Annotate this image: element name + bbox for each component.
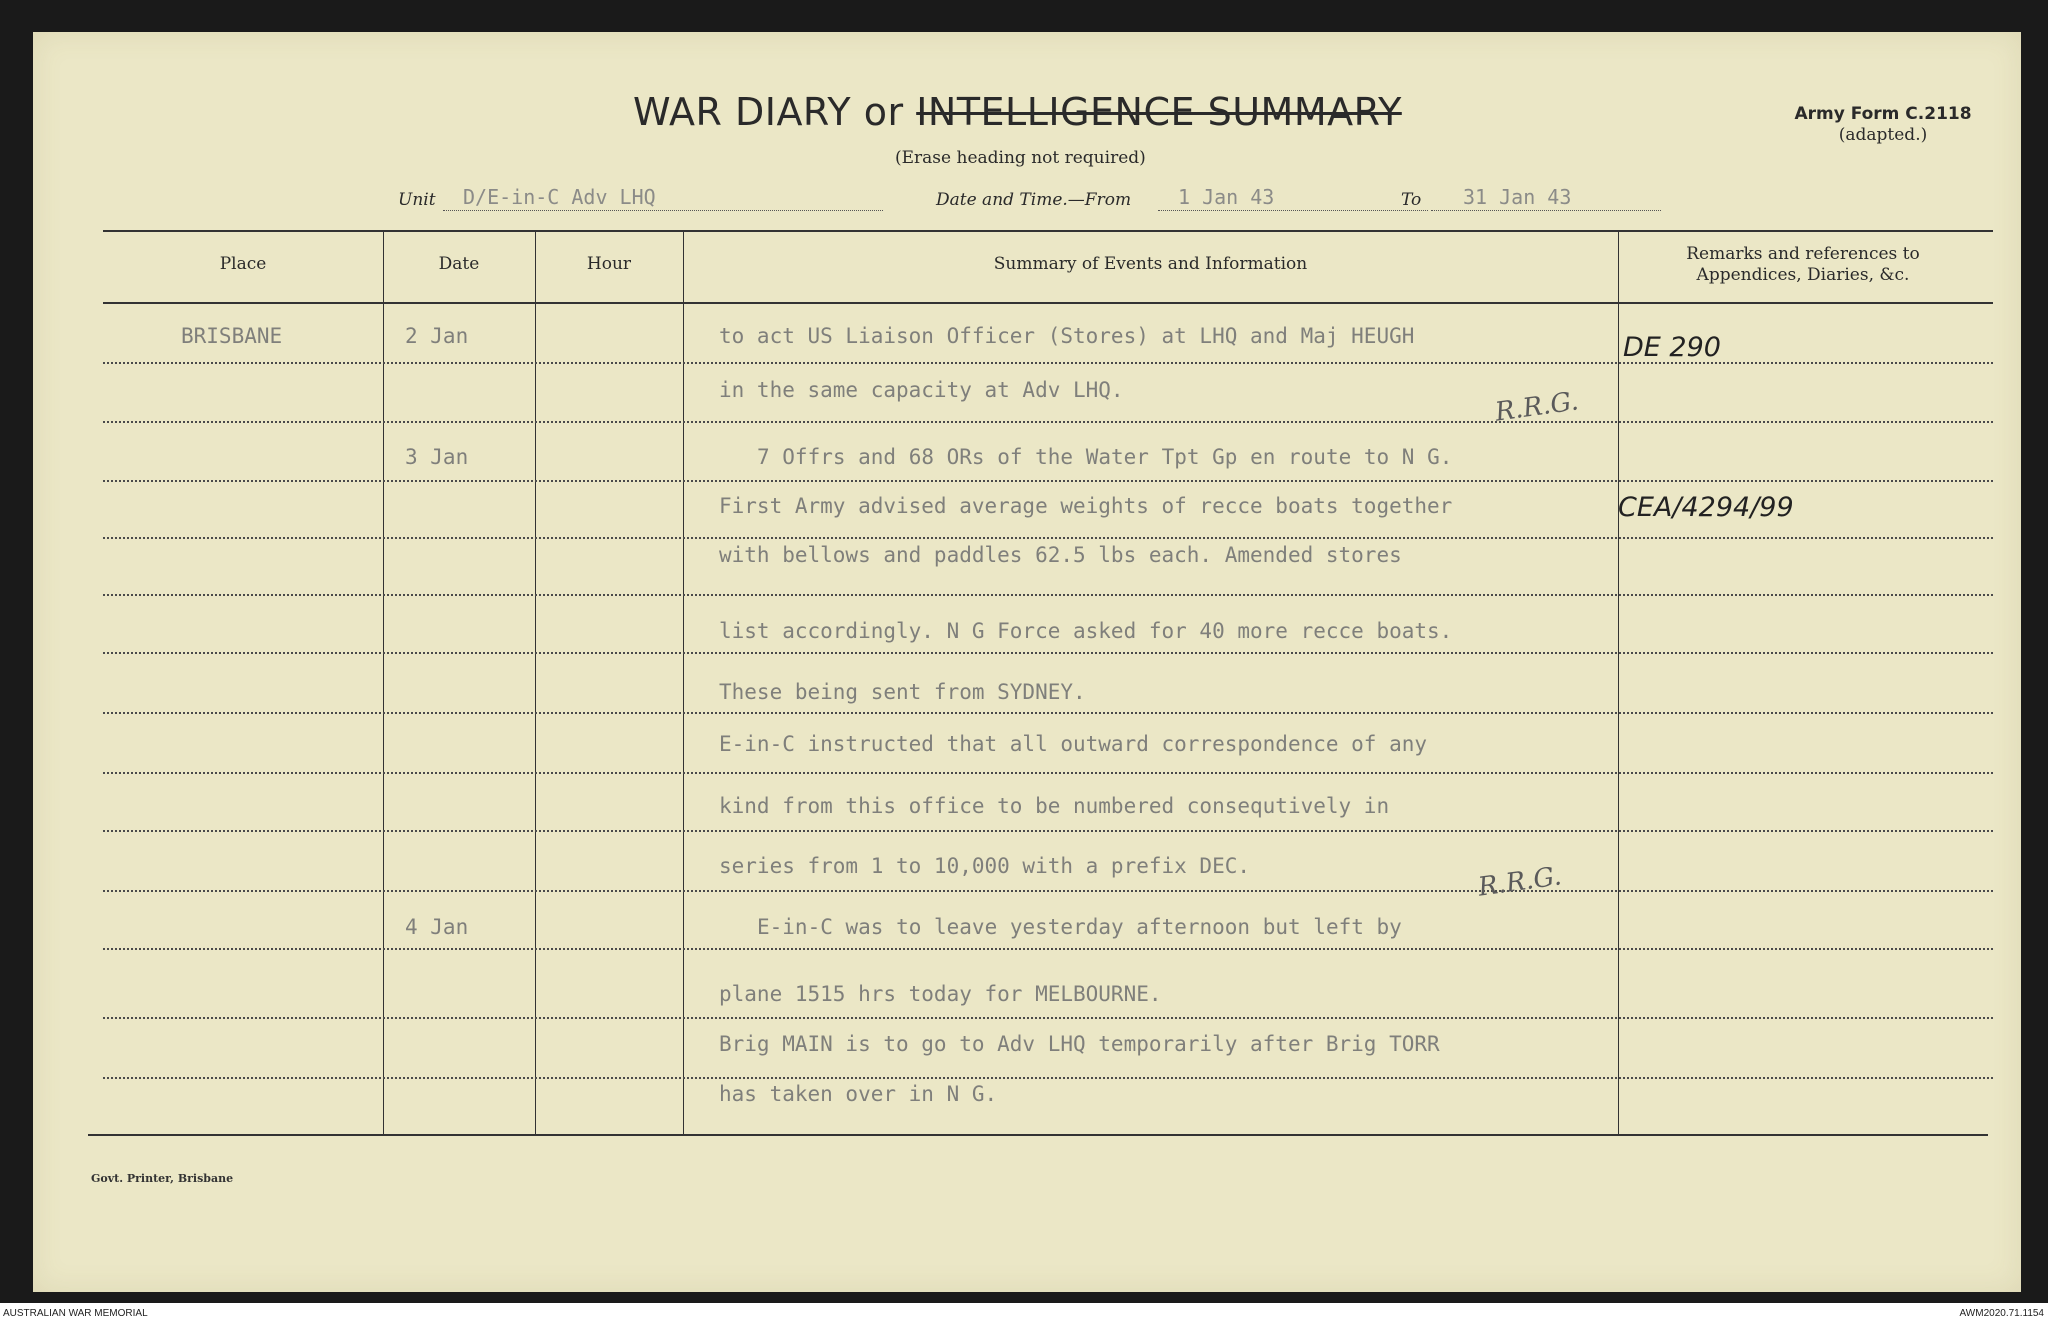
col-divider-hour	[683, 230, 684, 1134]
title-struck: INTELLIGENCE SUMMARY	[916, 90, 1402, 134]
summary-line: 7 Offrs and 68 ORs of the Water Tpt Gp en route to N G.	[757, 445, 1453, 469]
summary-line: in the same capacity at Adv LHQ.	[719, 378, 1124, 402]
diary-page	[33, 32, 2021, 1292]
summary-line: has taken over in N G.	[719, 1082, 998, 1106]
row-rule	[103, 480, 1993, 482]
summary-line: with bellows and paddles 62.5 lbs each. Amended stores	[719, 543, 1402, 567]
row-rule	[103, 537, 1993, 539]
header-place: Place	[219, 254, 267, 274]
initials-signature: R.R.G.	[1476, 861, 1564, 903]
date-to-value: 31 Jan 43	[1463, 185, 1572, 209]
summary-line: plane 1515 hrs today for MELBOURNE.	[719, 982, 1162, 1006]
page-title	[633, 90, 1402, 134]
place-cell: BRISBANE	[181, 324, 283, 348]
row-rule	[103, 772, 1993, 774]
col-divider-place	[383, 230, 384, 1134]
summary-line: list accordingly. N G Force asked for 40 more recce boats.	[719, 619, 1453, 643]
row-rule	[103, 594, 1993, 596]
printer-note: Govt. Printer, Brisbane	[91, 1172, 234, 1185]
unit-underline	[443, 210, 883, 211]
date-cell: 2 Jan	[405, 324, 469, 348]
archive-ref: AWM2020.71.1154	[1959, 1308, 2044, 1319]
header-hour: Hour	[586, 254, 632, 274]
unit-label: Unit	[398, 190, 436, 210]
archive-name: AUSTRALIAN WAR MEMORIAL	[3, 1308, 148, 1319]
army-form-label	[1768, 104, 1998, 146]
army-form-sub: (adapted.)	[1838, 125, 1928, 145]
table-top-rule	[103, 230, 1993, 232]
col-divider-summary	[1618, 230, 1619, 1134]
erase-note: (Erase heading not required)	[895, 148, 1146, 168]
date-to-label: To	[1401, 190, 1422, 210]
date-from-value: 1 Jan 43	[1178, 185, 1275, 209]
title-or: or	[863, 90, 904, 134]
date-from-label: Date and Time.—From	[936, 190, 1132, 210]
initials-signature: R.R.G.	[1493, 386, 1581, 428]
header-date: Date	[438, 254, 480, 274]
row-rule	[103, 1077, 1993, 1079]
summary-line: kind from this office to be numbered consequtively in	[719, 794, 1390, 818]
summary-line: series from 1 to 10,000 with a prefix DEC.	[719, 854, 1251, 878]
row-rule	[103, 652, 1993, 654]
header-bottom-rule	[103, 302, 1993, 304]
date-cell: 3 Jan	[405, 445, 469, 469]
row-rule	[103, 830, 1993, 832]
row-rule	[103, 421, 1993, 423]
row-rule	[103, 1017, 1993, 1019]
title-main: WAR DIARY	[633, 90, 852, 134]
header-remarks: Remarks and references to Appendices, Diaries, &c.	[1686, 244, 1920, 285]
remark-ref: CEA/4294/99	[1618, 492, 1794, 523]
date-cell: 4 Jan	[405, 915, 469, 939]
header-summary: Summary of Events and Information	[993, 254, 1308, 274]
summary-line: E-in-C instructed that all outward correspondence of any	[719, 732, 1428, 756]
table-bottom-rule	[88, 1134, 1988, 1136]
summary-line: to act US Liaison Officer (Stores) at LHQ and Maj HEUGH	[719, 324, 1415, 348]
date-to-underline	[1431, 210, 1661, 211]
row-rule	[103, 890, 1993, 892]
army-form-name: Army Form C.2118	[1794, 104, 1972, 124]
remark-ref: DE 290	[1623, 332, 1721, 363]
archive-strip	[0, 1303, 2048, 1323]
summary-line: These being sent from SYDNEY.	[719, 680, 1086, 704]
summary-line: E-in-C was to leave yesterday afternoon but left by	[757, 915, 1402, 939]
date-from-underline	[1158, 210, 1428, 211]
row-rule	[103, 712, 1993, 714]
row-rule	[103, 948, 1993, 950]
summary-line: Brig MAIN is to go to Adv LHQ temporarily after Brig TORR	[719, 1032, 1440, 1056]
col-divider-date	[535, 230, 536, 1134]
unit-value: D/E-in-C Adv LHQ	[463, 185, 656, 209]
summary-line: First Army advised average weights of recce boats together	[719, 494, 1453, 518]
